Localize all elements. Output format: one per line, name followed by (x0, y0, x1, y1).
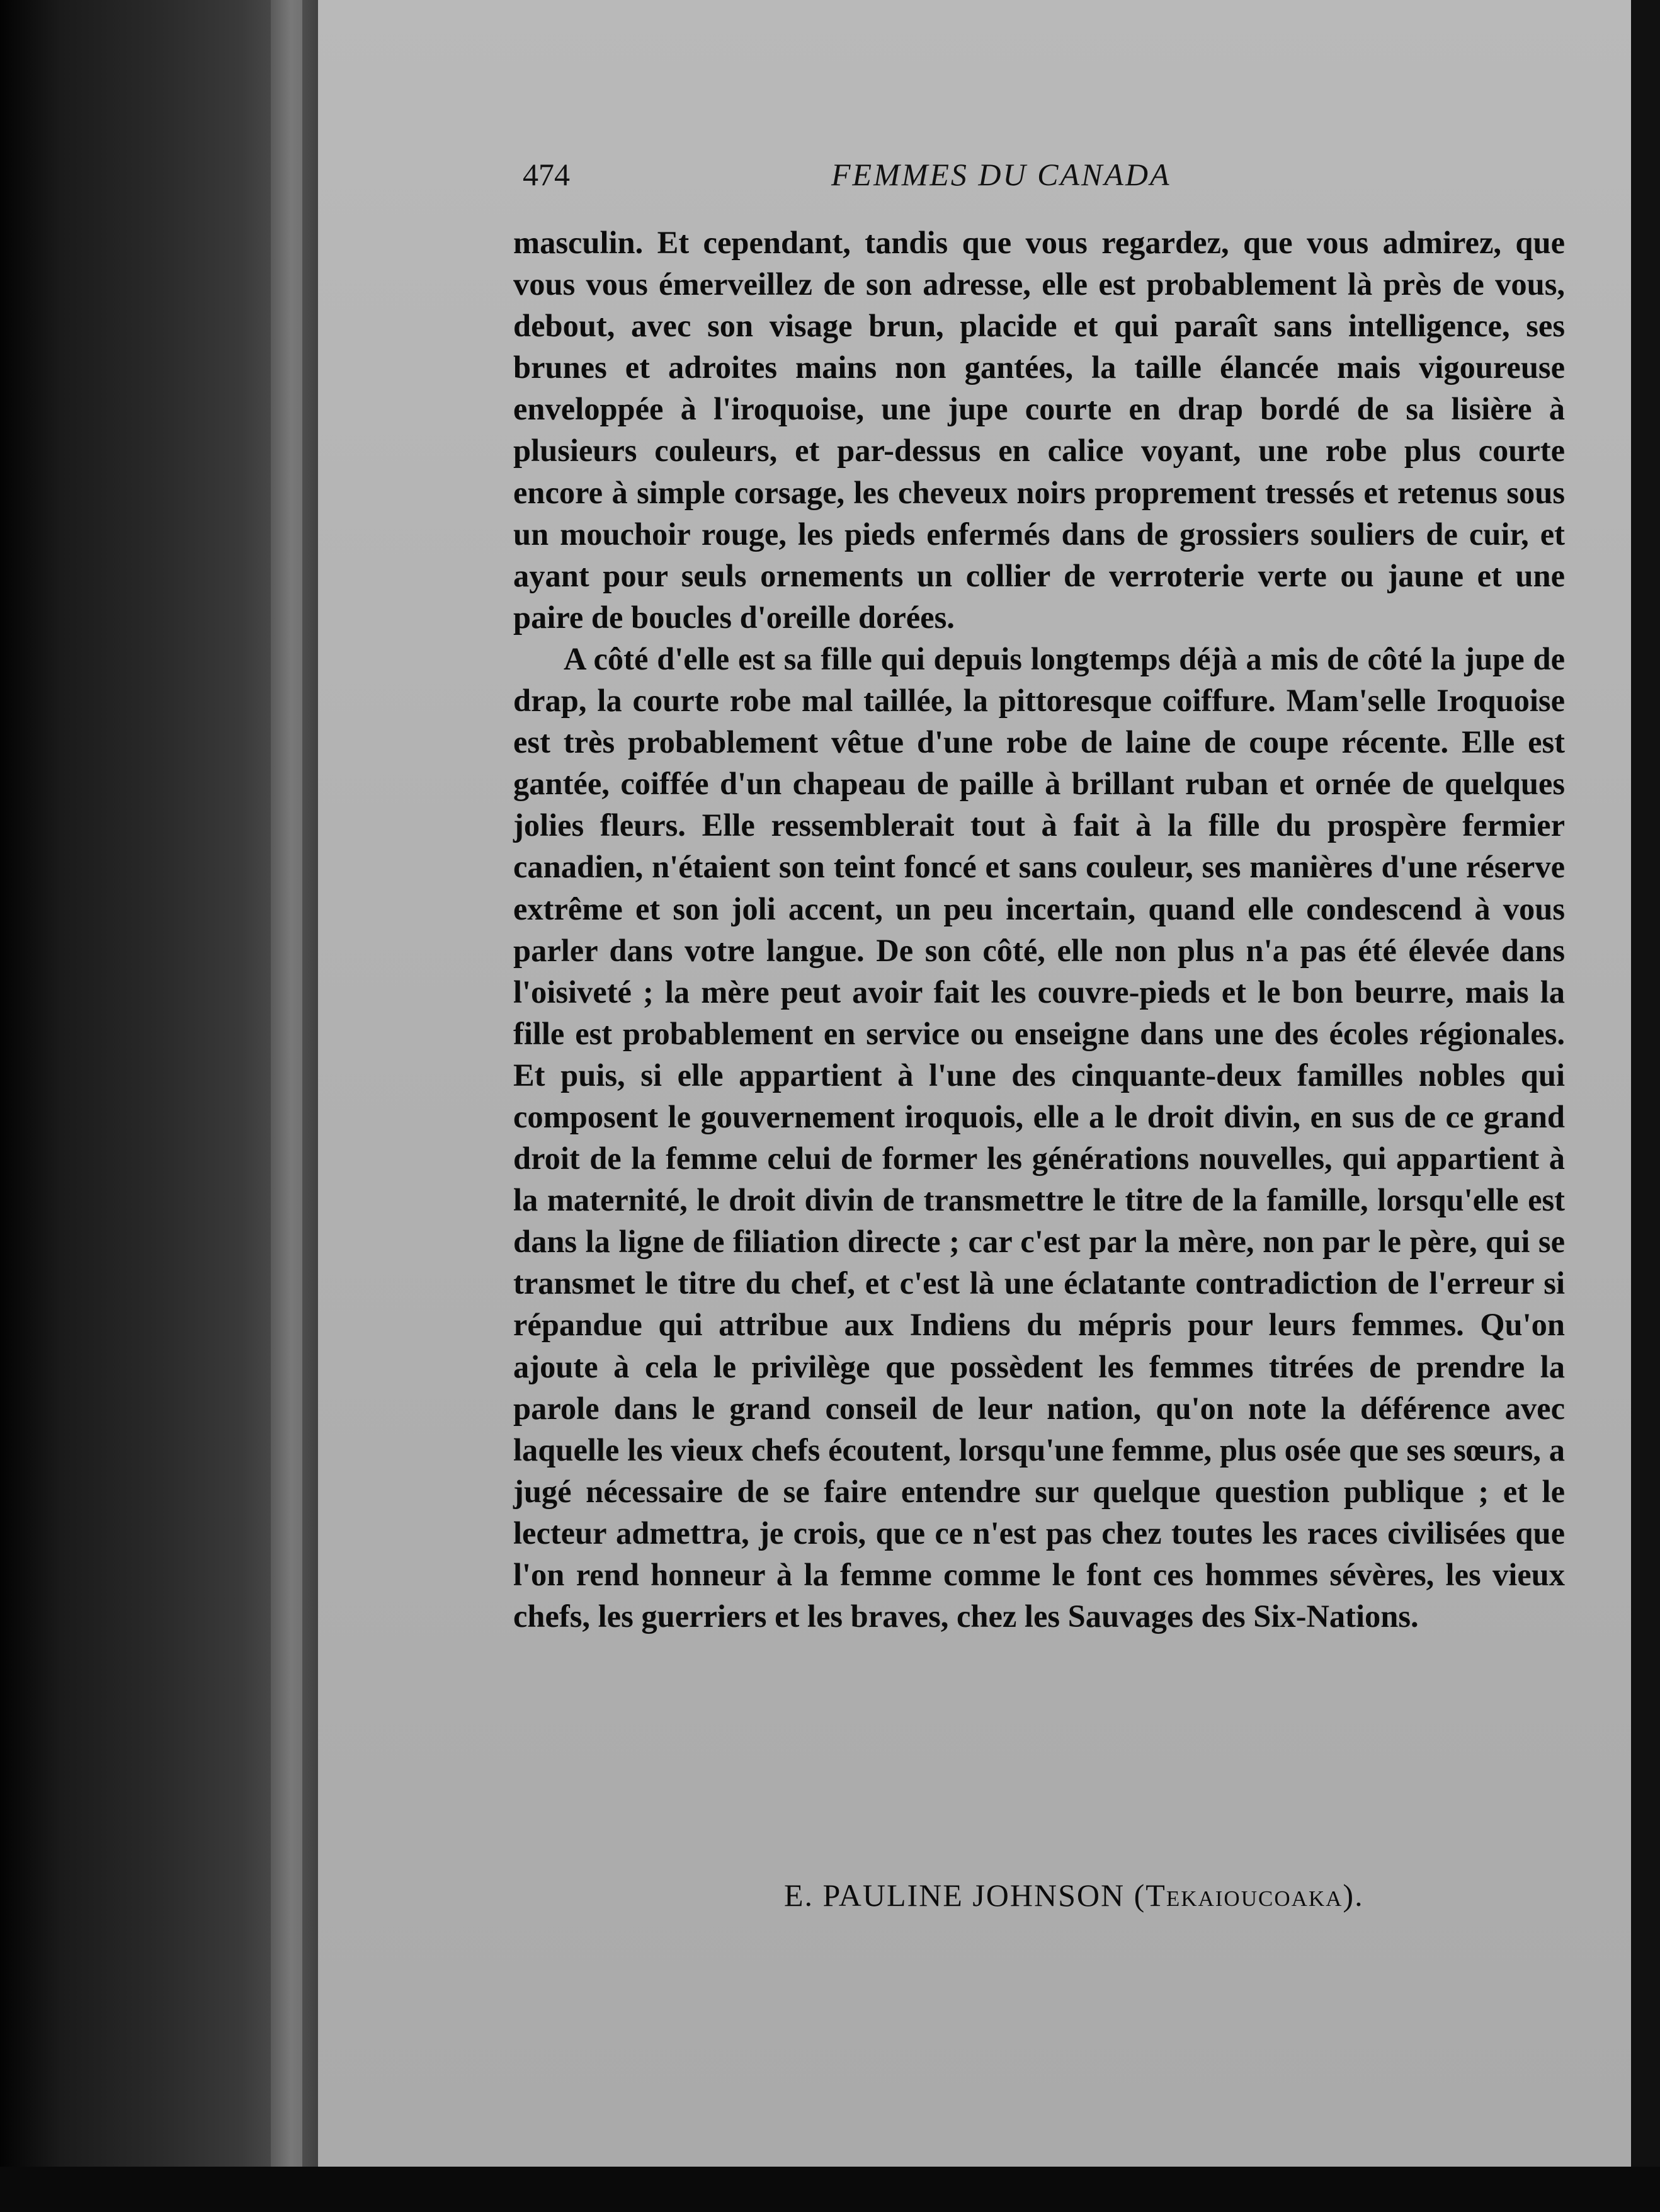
author-signature (784, 1877, 1364, 1913)
right-edge-shadow (1631, 0, 1660, 2212)
running-title: FEMMES DU CANADA (831, 157, 1171, 192)
paragraph-2: A côté d'elle est sa fille qui depuis longtemps déjà a mis de côté la jupe de drap, la courte robe mal taillée, la pittoresque coiffure. Mam'selle Iroquoise est très probablement vêtue d'une robe de laine de coupe récente. Elle est gantée, coiffée d'un chapeau de paille à brillant ruban et ornée de quelques jolies fleurs. Elle ressemblerait tout à fait à la fille du prospère fermier canadien, n'étaient son teint foncé et sans couleur, ses manières d'une réserve extrême et son joli accent, un peu incertain, quand elle condescend à vous parler dans votre langue. De son côté, elle non plus n'a pas été élevée dans l'oisiveté ; la mère peut avoir fait les couvre-pieds et le bon beurre, mais la fille est probablement en service ou enseigne dans une des écoles régionales. Et puis, si elle appartient à l'une des cinquante-deux familles nobles qui composent le gouvernement iroquois, elle a le droit divin, en sus de ce grand droit de la femme celui de former les générations nouvelles, qui appartient à la maternité, le droit divin de transmettre le titre de la famille, lorsqu'elle est dans la ligne de filiation directe ; car c'est par la mère, non par le père, qui se transmet le titre du chef, et c'est là une éclatante contradiction de l'erreur si répandue qui attribue aux Indiens du mépris pour leurs femmes. Qu'on ajoute à cela le privilège que possèdent les femmes titrées de prendre la parole dans le grand conseil de leur nation, qu'on note la déférence avec laquelle les vieux chefs écoutent, lorsqu'une femme, plus osée que ses sœurs, a jugé nécessaire de se faire entendre sur quelque question publique ; et le lecteur admettra, je crois, que ce n'est pas chez toutes les races civilisées que l'on rend honneur à la femme comme le font ces hommes sévères, les vieux chefs, les guerriers et les braves, chez les Sauvages des Six-Nations. (513, 641, 1565, 1634)
page-gutter-edge (271, 0, 321, 2212)
page-number: 474 (523, 157, 570, 192)
bottom-edge-shadow (0, 2167, 1660, 2212)
book-spine (0, 0, 302, 2212)
paragraph-1: masculin. Et cependant, tandis que vous regardez, que vous admirez, que vous vous émerveillez de son adresse, elle est probablement là près de vous, debout, avec son visage brun, placide et qui paraît sans intelligence, ses brunes et adroites mains non gantées, la taille élancée mais vigoureuse enveloppée à l'iroquoise, une jupe courte en drap bordé de sa lisière à plusieurs couleurs, et par-dessus en calice voyant, une robe plus courte encore à simple corsage, les cheveux noirs proprement tressés et retenus sous un mouchoir rouge, les pieds enfermés dans de grossiers souliers de cuir, et ayant pour seuls ornements un collier de verroterie verte ou jaune et une paire de boucles d'oreille dorées. (513, 225, 1565, 635)
body-text (513, 222, 1565, 1637)
author-alias: (Tekaioucoaka). (1134, 1878, 1364, 1913)
running-head (523, 156, 1341, 207)
author-name: E. PAULINE JOHNSON (784, 1878, 1125, 1913)
